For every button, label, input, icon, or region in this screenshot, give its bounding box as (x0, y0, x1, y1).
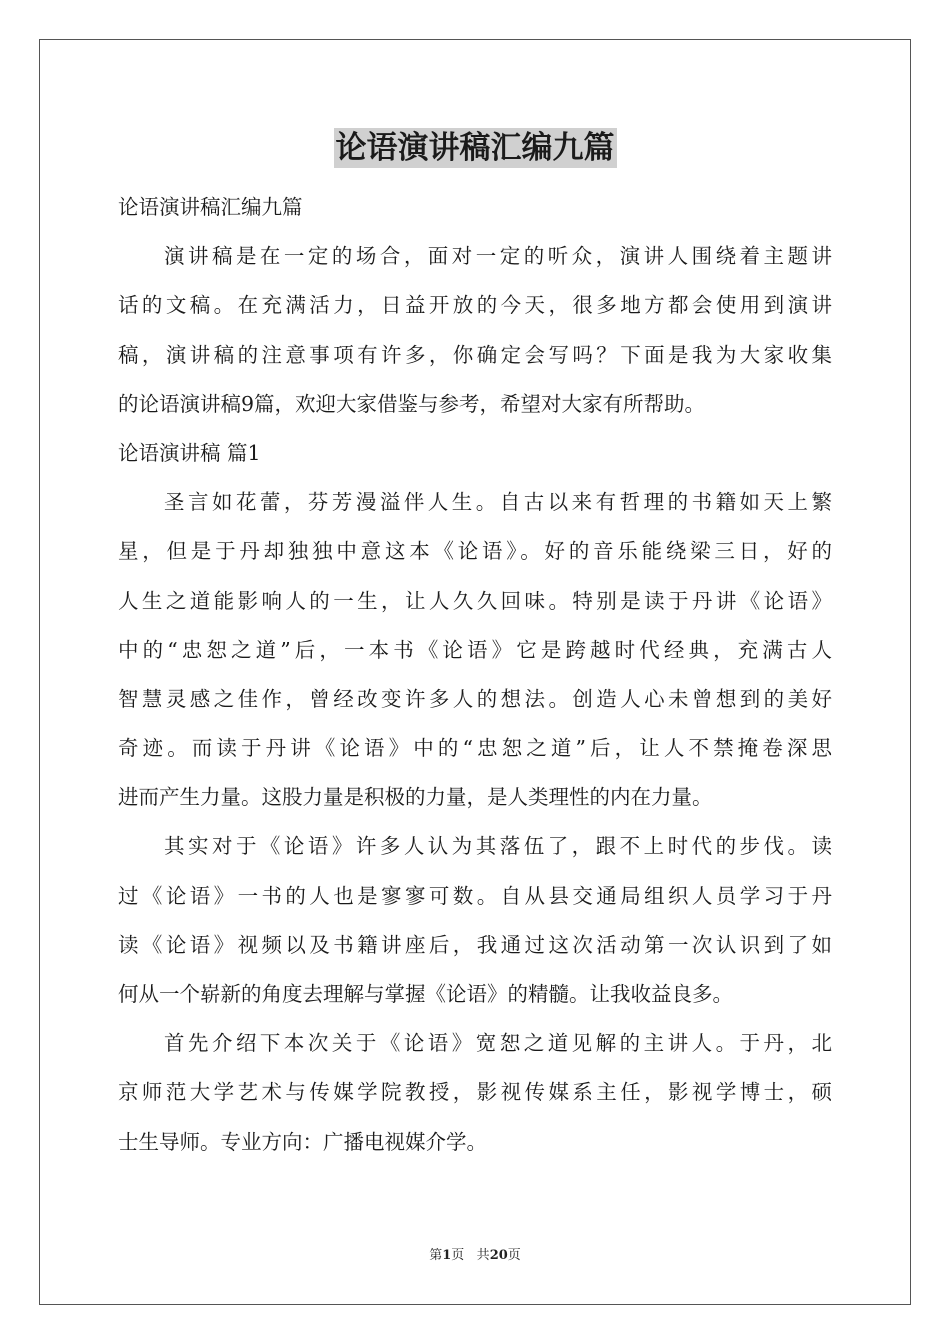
page-prefix: 第 (429, 1248, 443, 1263)
text-line: 星，但是于丹却独独中意这本《论语》。好的音乐能绕梁三日，好的 (118, 539, 832, 564)
text-line: 圣言如花蕾，芬芳漫溢伴人生。自古以来有哲理的书籍如天上繁 (164, 490, 832, 515)
text-line: 京师范大学艺术与传媒学院教授，影视传媒系主任，影视学博士，硕 (118, 1080, 832, 1105)
document-title: 论语演讲稿汇编九篇 (335, 130, 615, 166)
document-body (118, 183, 832, 1167)
text-line: 奇迹。而读于丹讲《论语》中的“忠恕之道”后，让人不禁掩卷深思 (118, 736, 832, 761)
page-footer (0, 1247, 950, 1265)
text-line: 中的“忠恕之道”后，一本书《论语》它是跨越时代经典，充满古人 (118, 637, 832, 662)
page-number: 1 (442, 1248, 452, 1263)
text-line: 士生导师。专业方向：广播电视媒介学。 (118, 1129, 487, 1154)
text-line: 首先介绍下本次关于《论语》宽恕之道见解的主讲人。于丹，北 (164, 1031, 832, 1056)
text-line: 读《论语》视频以及书籍讲座后，我通过这次活动第一次认识到了如 (118, 932, 832, 957)
total-pages: 20 (489, 1248, 508, 1263)
text-line: 稿，演讲稿的注意事项有许多，你确定会写吗？下面是我为大家收集 (118, 342, 832, 367)
text-line: 演讲稿是在一定的场合，面对一定的听众，演讲人围绕着主题讲 (164, 244, 832, 269)
text-line: 其实对于《论语》许多人认为其落伍了，跟不上时代的步伐。读 (164, 834, 832, 859)
text-line: 人生之道能影响人的一生，让人久久回味。特别是读于丹讲《论语》 (118, 588, 832, 613)
page-suffix: 页 (451, 1248, 465, 1263)
text-line: 进而产生力量。这股力量是积极的力量，是人类理性的内在力量。 (118, 785, 713, 810)
text-line: 智慧灵感之佳作，曾经改变许多人的想法。创造人心未曾想到的美好 (118, 686, 832, 711)
text-line: 话的文稿。在充满活力，日益开放的今天，很多地方都会使用到演讲 (118, 293, 832, 318)
text-line: 何从一个崭新的角度去理解与掌握《论语》的精髓。让我收益良多。 (118, 982, 733, 1006)
document-subtitle: 论语演讲稿汇编九篇 (118, 195, 303, 219)
title-container (0, 128, 950, 168)
text-line: 过《论语》一书的人也是寥寥可数。自从县交通局组织人员学习于丹 (118, 883, 832, 908)
paragraph-lines (118, 232, 832, 1167)
total-prefix: 共 (476, 1248, 490, 1263)
text-line: 论语演讲稿 篇1 (118, 440, 261, 465)
text-line: 的论语演讲稿9篇，欢迎大家借鉴与参考，希望对大家有所帮助。 (118, 391, 706, 416)
total-suffix: 页 (507, 1248, 521, 1263)
